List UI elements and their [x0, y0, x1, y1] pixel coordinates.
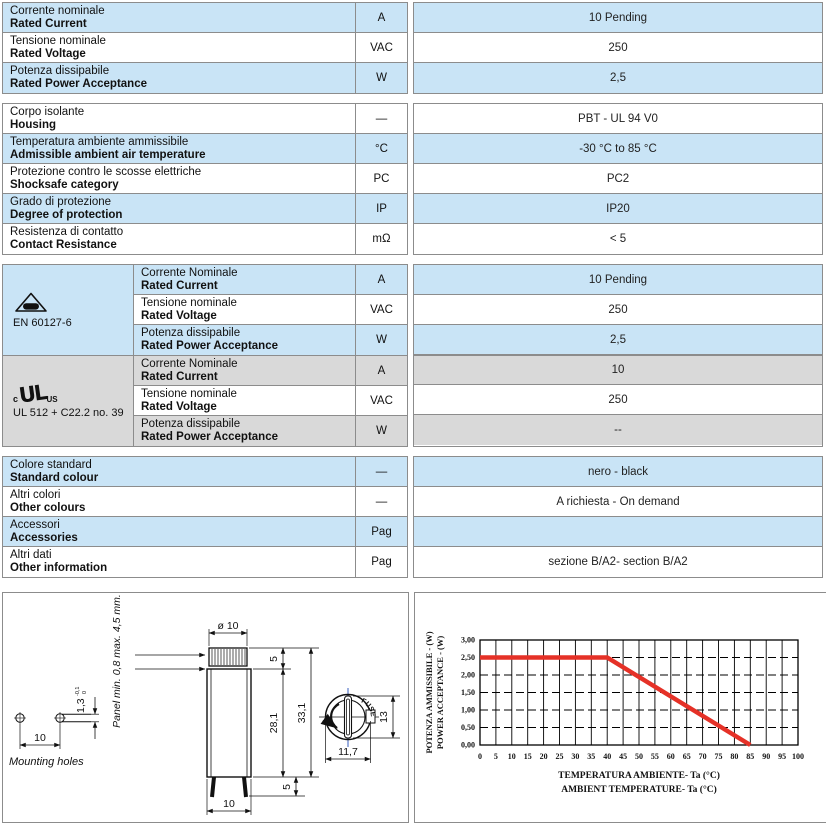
spec-row [134, 356, 407, 386]
label-italian: Tensione nominale [10, 35, 106, 47]
label-english: Rated Voltage [141, 310, 217, 322]
y-tick-label: 1,00 [461, 705, 475, 715]
label-italian: Corrente Nominale [141, 267, 238, 279]
spec-right-table [413, 2, 823, 94]
x-tick-label: 75 [714, 752, 723, 761]
spec-row [3, 33, 407, 63]
spec-row-unit: °C [355, 134, 407, 163]
label-italian: Altri colori [10, 489, 61, 501]
spec-row-value: sezione B/A2- section B/A2 [414, 547, 822, 577]
spec-row-unit: PC [355, 164, 407, 193]
label-italian: Colore standard [10, 459, 92, 471]
total-height-dim: 33,1 [296, 702, 308, 724]
hole-spacing-dim: 10 [34, 732, 46, 744]
label-italian: Potenza dissipabile [141, 327, 241, 339]
spec-row-label [134, 295, 355, 324]
spec-row-label [3, 63, 355, 93]
cert-logo-cell [3, 265, 134, 355]
spec-row-value: -30 °C to 85 °C [414, 134, 822, 164]
spec-row [3, 194, 407, 224]
body-width-dim: 10 [223, 798, 235, 810]
spec-row-unit: — [355, 457, 407, 486]
spec-left-table [2, 2, 408, 94]
label-italian: Tensione nominale [141, 297, 237, 309]
spec-row-unit: A [355, 356, 407, 385]
spec-row [3, 3, 407, 33]
front-view-drawing [319, 688, 400, 763]
spec-row-label [3, 134, 355, 163]
spec-left-table [2, 456, 408, 578]
spec-row-value: PBT - UL 94 V0 [414, 104, 822, 134]
spec-row-value: 250 [414, 33, 822, 63]
spec-section [2, 2, 823, 94]
x-tick-label: 5 [493, 752, 498, 761]
derating-chart [415, 593, 826, 822]
x-axis-title: TEMPERATURA AMBIENTE- Ta (°C) [558, 771, 720, 781]
x-tick-label: 40 [603, 752, 612, 761]
label-italian: Corpo isolante [10, 106, 85, 118]
label-english: Other information [10, 562, 108, 574]
spec-row-value: < 5 [414, 224, 822, 254]
technical-drawing [3, 593, 408, 822]
spec-row-label [134, 356, 355, 385]
spec-right-table [413, 264, 823, 447]
spec-row-value: 10 Pending [414, 265, 822, 295]
spec-row [3, 164, 407, 194]
spec-row-unit: IP [355, 194, 407, 223]
spec-section [2, 103, 823, 255]
label-italian: Protezione contro le scosse elettriche [10, 166, 202, 178]
y-tick-label: 2,00 [461, 670, 475, 680]
cert-logo-cell [3, 356, 134, 446]
spec-row-value [414, 517, 822, 547]
label-italian: Grado di protezione [10, 196, 112, 208]
x-tick-label: 10 [507, 752, 516, 761]
spec-row-label [3, 104, 355, 133]
label-english: Rated Power Acceptance [141, 340, 278, 352]
spec-row [3, 224, 407, 254]
spec-row-label [134, 386, 355, 415]
panel-note: Panel min. 0,8 max. 4,5 mm. [111, 594, 123, 728]
label-english: Rated Voltage [10, 48, 86, 60]
spec-row-label [3, 457, 355, 486]
label-italian: Potenza dissipabile [10, 65, 110, 77]
spec-row-unit: A [355, 3, 407, 32]
spec-row-value: -- [414, 415, 822, 445]
spec-row-unit: VAC [355, 295, 407, 324]
label-italian: Potenza dissipabile [141, 418, 241, 430]
label-english: Rated Current [141, 371, 218, 383]
x-tick-label: 65 [682, 752, 691, 761]
slot-tol-bot: 0 [82, 690, 88, 694]
y-tick-label: 0,50 [461, 723, 475, 732]
y-axis-title: POTENZA AMMISSIBILE - (W) [424, 631, 434, 754]
x-tick-label: 70 [698, 752, 707, 761]
cert-group [3, 355, 407, 446]
spec-row-value: 2,5 [414, 325, 822, 355]
x-tick-label: 55 [650, 752, 659, 761]
spec-row-label [3, 487, 355, 516]
x-axis-title: AMBIENT TEMPERATURE- Ta (°C) [561, 785, 717, 795]
spec-row-value: PC2 [414, 164, 822, 194]
spec-row-label [3, 194, 355, 223]
label-english: Contact Resistance [10, 239, 117, 251]
technical-drawing-panel [2, 592, 409, 823]
x-tick-label: 60 [666, 752, 675, 761]
label-english: Rated Voltage [141, 401, 217, 413]
x-tick-label: 90 [762, 752, 771, 761]
spec-row-unit: VAC [355, 386, 407, 415]
spec-row-unit: A [355, 265, 407, 294]
spec-section [2, 456, 823, 578]
label-english: Admissible ambient air temperature [10, 149, 206, 161]
spec-row [3, 134, 407, 164]
spec-row [134, 265, 407, 295]
bottom-height-dim: 5 [281, 784, 293, 790]
label-english: Standard colour [10, 472, 99, 484]
label-italian: Temperatura ambiente ammissibile [10, 136, 189, 148]
x-tick-label: 50 [635, 752, 643, 761]
mounting-holes-label: Mounting holes [9, 756, 84, 768]
spec-left-table [2, 264, 408, 447]
y-tick-label: 3,00 [461, 635, 475, 645]
spec-tables [2, 2, 823, 578]
spec-row-unit: VAC [355, 33, 407, 62]
x-tick-label: 35 [587, 752, 596, 761]
spec-row [3, 63, 407, 93]
body-height-dim: 28,1 [268, 712, 280, 734]
spec-row-value: 2,5 [414, 63, 822, 93]
front-slot-dim: 13 [378, 711, 390, 723]
label-italian: Resistenza di contatto [10, 226, 124, 238]
spec-row-value: 10 Pending [414, 3, 822, 33]
y-axis-title: POWER ACCEPTANCE - (W) [435, 635, 445, 750]
ul-logo-icon: c UL US [13, 380, 58, 408]
spec-row-label [3, 3, 355, 32]
label-italian: Corrente nominale [10, 5, 105, 17]
spec-row-label [134, 325, 355, 355]
spec-row-unit: mΩ [355, 224, 407, 254]
front-width-dim: 11,7 [338, 746, 358, 758]
spec-row-unit: W [355, 325, 407, 355]
x-tick-label: 20 [539, 752, 548, 761]
spec-row-label [3, 547, 355, 577]
svg-text:VDE: VDE [25, 304, 37, 311]
label-english: Rated Current [10, 18, 87, 30]
label-english: Rated Current [141, 280, 218, 292]
spec-row [3, 517, 407, 547]
standard-label: UL 512 + C22.2 no. 39 [13, 407, 124, 419]
spec-row [3, 487, 407, 517]
spec-row-unit: — [355, 104, 407, 133]
spec-row [3, 547, 407, 577]
derating-line [480, 658, 750, 746]
spec-row-unit: Pag [355, 517, 407, 546]
x-tick-label: 30 [571, 752, 580, 761]
y-tick-label: 2,50 [461, 653, 475, 662]
spec-row-value: IP20 [414, 194, 822, 224]
spec-right-table [413, 456, 823, 578]
label-italian: Tensione nominale [141, 388, 237, 400]
spec-row-label [3, 164, 355, 193]
label-english: Housing [10, 119, 56, 131]
spec-row-label [3, 517, 355, 546]
spec-row-unit: W [355, 416, 407, 446]
label-italian: Altri dati [10, 549, 52, 561]
label-english: Rated Power Acceptance [10, 78, 147, 90]
derating-chart-panel [414, 592, 826, 823]
label-english: Rated Power Acceptance [141, 431, 278, 443]
label-english: Accessories [10, 532, 78, 544]
spec-row [3, 104, 407, 134]
x-tick-label: 0 [478, 752, 482, 761]
spec-row [134, 416, 407, 446]
y-tick-label: 1,50 [461, 688, 475, 697]
spec-row [134, 386, 407, 416]
spec-row-value: A richiesta - On demand [414, 487, 822, 517]
spec-left-table [2, 103, 408, 255]
cert-rows [134, 356, 407, 446]
y-tick-label: 0,00 [461, 740, 475, 750]
spec-row-label [3, 224, 355, 254]
standard-label: EN 60127-6 [13, 317, 72, 329]
label-english: Shocksafe category [10, 179, 119, 191]
x-tick-label: 45 [619, 752, 628, 761]
spec-row-unit: — [355, 487, 407, 516]
slot-tol-top: -0,1 [75, 686, 81, 696]
spec-row-value: nero - black [414, 457, 822, 487]
spec-row-unit: W [355, 63, 407, 93]
spec-row-value: 10 [414, 355, 822, 385]
spec-right-table [413, 103, 823, 255]
spec-row-value: 250 [414, 385, 822, 415]
label-italian: Accessori [10, 519, 60, 531]
spec-row [134, 325, 407, 355]
label-italian: Corrente Nominale [141, 358, 238, 370]
spec-row-value: 250 [414, 295, 822, 325]
cap-height-dim: 5 [268, 656, 280, 662]
spec-row-label [3, 33, 355, 62]
bottom-panels [2, 592, 826, 823]
slot-dim: 1,3 [75, 698, 87, 713]
cert-group [3, 265, 407, 355]
x-tick-label: 95 [778, 752, 787, 761]
x-tick-label: 15 [523, 752, 532, 761]
spec-row-label [134, 265, 355, 294]
cap-dia-dim: ø 10 [217, 620, 239, 632]
label-english: Other colours [10, 502, 86, 514]
spec-section [2, 264, 823, 447]
spec-row [134, 295, 407, 325]
x-tick-label: 85 [746, 752, 755, 761]
spec-row-unit: Pag [355, 547, 407, 577]
spec-row [3, 457, 407, 487]
cert-rows [134, 265, 407, 355]
x-tick-label: 100 [792, 752, 804, 761]
label-english: Degree of protection [10, 209, 123, 221]
x-tick-label: 80 [730, 752, 739, 761]
vde-logo-icon [13, 291, 49, 315]
x-tick-label: 25 [555, 752, 564, 761]
fuse-label: FUSE [359, 697, 377, 718]
spec-row-label [134, 416, 355, 446]
